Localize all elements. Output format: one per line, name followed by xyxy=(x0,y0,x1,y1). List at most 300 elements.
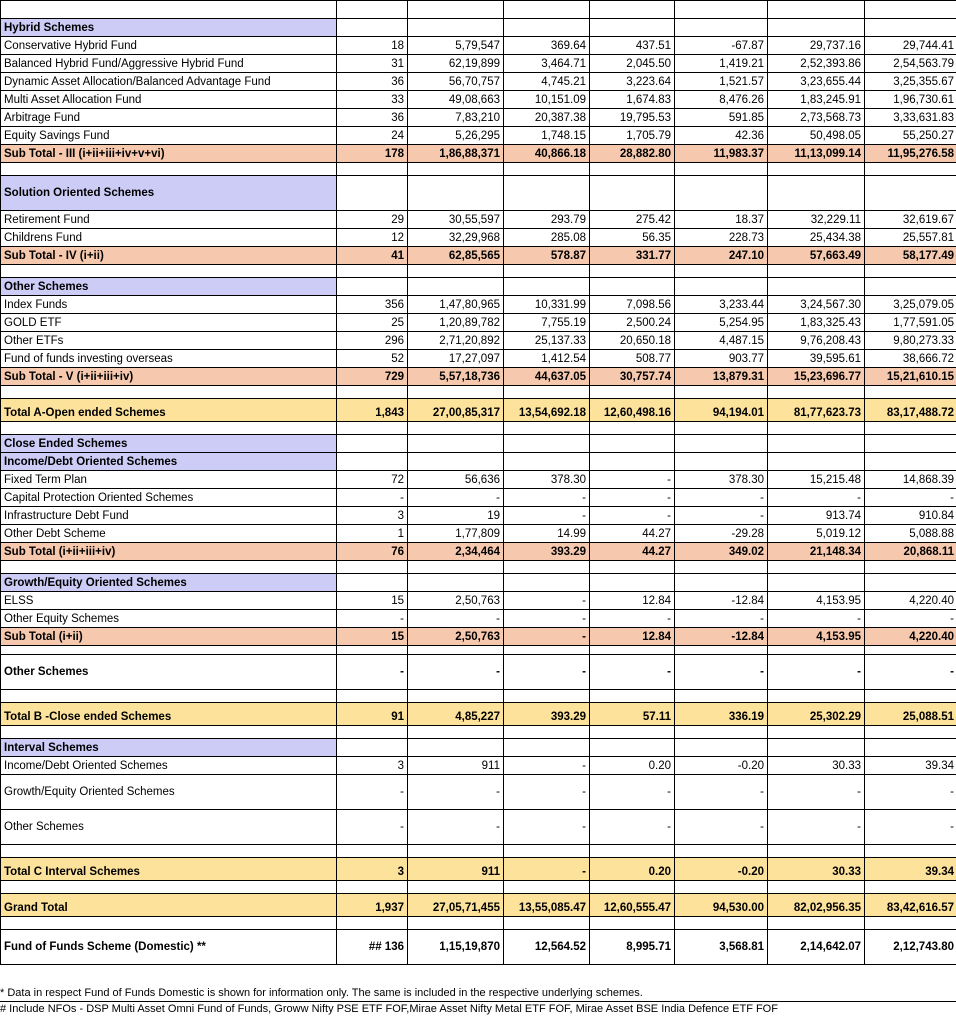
value-cell-col-2 xyxy=(408,646,504,655)
value-cell-col-5: 94,530.00 xyxy=(675,894,768,917)
row-label: Sub Total - V (i+ii+iii+iv) xyxy=(1,368,337,386)
value-cell-col-4: 275.42 xyxy=(590,211,675,229)
spacer-row xyxy=(1,845,956,858)
section-header-row xyxy=(1,739,956,757)
value-cell-col-4 xyxy=(590,726,675,739)
value-cell-col-3 xyxy=(504,1,590,19)
row-label: Other Schemes xyxy=(1,810,337,845)
value-cell-col-5 xyxy=(675,574,768,592)
footnote-nfo: # Include NFOs - DSP Multi Asset Omni Fund of Funds, Groww Nifty PSE ETF FOF,Mirae Asset Nifty Metal ETF FOF, Mirae Asset BSE India Defence ETF FOF xyxy=(0,1001,956,1016)
value-cell-col-2: 56,70,757 xyxy=(408,73,504,91)
value-cell-col-3: 285.08 xyxy=(504,229,590,247)
value-cell-col-7: 4,220.40 xyxy=(865,628,956,646)
row-label: Other Debt Scheme xyxy=(1,525,337,543)
value-cell-col-4: 508.77 xyxy=(590,350,675,368)
total-row xyxy=(1,399,956,422)
value-cell-col-2: 49,08,663 xyxy=(408,91,504,109)
value-cell-col-4: 3,223.64 xyxy=(590,73,675,91)
value-cell-col-6: 3,24,567.30 xyxy=(768,296,865,314)
value-cell-col-2: - xyxy=(408,610,504,628)
value-cell-col-5: - xyxy=(675,507,768,525)
table-row xyxy=(1,229,956,247)
value-cell-col-2: 17,27,097 xyxy=(408,350,504,368)
row-label: Index Funds xyxy=(1,296,337,314)
value-cell-col-5: 42.36 xyxy=(675,127,768,145)
table-row xyxy=(1,296,956,314)
spacer-row xyxy=(1,561,956,574)
value-cell-col-4: 56.35 xyxy=(590,229,675,247)
value-cell-col-1 xyxy=(337,690,408,703)
value-cell-col-2: 5,57,18,736 xyxy=(408,368,504,386)
value-cell-col-5: - xyxy=(675,775,768,810)
value-cell-col-5 xyxy=(675,845,768,858)
value-cell-col-1: - xyxy=(337,610,408,628)
value-cell-col-7 xyxy=(865,739,956,757)
value-cell-col-2: 56,636 xyxy=(408,471,504,489)
value-cell-col-2: 1,86,88,371 xyxy=(408,145,504,163)
value-cell-col-7: 3,25,079.05 xyxy=(865,296,956,314)
value-cell-col-5: -67.87 xyxy=(675,37,768,55)
value-cell-col-2 xyxy=(408,453,504,471)
value-cell-col-3 xyxy=(504,19,590,37)
value-cell-col-1 xyxy=(337,881,408,894)
value-cell-col-7: 11,95,276.58 xyxy=(865,145,956,163)
value-cell-col-5 xyxy=(675,881,768,894)
value-cell-col-4: - xyxy=(590,507,675,525)
row-label: Interval Schemes xyxy=(1,739,337,757)
value-cell-col-4: 2,045.50 xyxy=(590,55,675,73)
value-cell-col-1: 1,937 xyxy=(337,894,408,917)
table-row xyxy=(1,810,956,845)
value-cell-col-2 xyxy=(408,163,504,176)
value-cell-col-1: - xyxy=(337,810,408,845)
value-cell-col-7 xyxy=(865,19,956,37)
row-label: Conservative Hybrid Fund xyxy=(1,37,337,55)
footnote-fof: * Data in respect Fund of Funds Domestic is shown for information only. The same is included in the respective underlying schemes. xyxy=(0,987,643,999)
value-cell-col-7: 2,54,563.79 xyxy=(865,55,956,73)
value-cell-col-4: 30,757.74 xyxy=(590,368,675,386)
value-cell-col-5: -12.84 xyxy=(675,628,768,646)
value-cell-col-2 xyxy=(408,265,504,278)
total-row xyxy=(1,703,956,726)
value-cell-col-5: 3,233.44 xyxy=(675,296,768,314)
spacer-row xyxy=(1,386,956,399)
value-cell-col-7 xyxy=(865,646,956,655)
section-header-row xyxy=(1,176,956,211)
value-cell-col-1 xyxy=(337,561,408,574)
value-cell-col-5 xyxy=(675,917,768,930)
value-cell-col-3 xyxy=(504,690,590,703)
value-cell-col-6: 15,215.48 xyxy=(768,471,865,489)
value-cell-col-1 xyxy=(337,278,408,296)
section-header-row xyxy=(1,453,956,471)
spacer-row xyxy=(1,726,956,739)
subtotal-row xyxy=(1,628,956,646)
spacer-row xyxy=(1,265,956,278)
value-cell-col-7: - xyxy=(865,610,956,628)
value-cell-col-5: -12.84 xyxy=(675,592,768,610)
value-cell-col-3: 1,748.15 xyxy=(504,127,590,145)
value-cell-col-1 xyxy=(337,845,408,858)
value-cell-col-5 xyxy=(675,278,768,296)
value-cell-col-5: 336.19 xyxy=(675,703,768,726)
value-cell-col-4 xyxy=(590,265,675,278)
value-cell-col-7: 20,868.11 xyxy=(865,543,956,561)
value-cell-col-4: 44.27 xyxy=(590,543,675,561)
value-cell-col-3 xyxy=(504,917,590,930)
row-label: Total C Interval Schemes xyxy=(1,858,337,881)
value-cell-col-7: 39.34 xyxy=(865,757,956,775)
section-header-row xyxy=(1,574,956,592)
row-label: Other Schemes xyxy=(1,278,337,296)
value-cell-col-3: 40,866.18 xyxy=(504,145,590,163)
row-label xyxy=(1,422,337,435)
value-cell-col-2: 62,85,565 xyxy=(408,247,504,265)
value-cell-col-4 xyxy=(590,176,675,211)
row-label: GOLD ETF xyxy=(1,314,337,332)
value-cell-col-4: - xyxy=(590,489,675,507)
row-label: Income/Debt Oriented Schemes xyxy=(1,757,337,775)
row-label: Fixed Term Plan xyxy=(1,471,337,489)
value-cell-col-5 xyxy=(675,163,768,176)
value-cell-col-3 xyxy=(504,739,590,757)
value-cell-col-4: 1,674.83 xyxy=(590,91,675,109)
spacer-row xyxy=(1,917,956,930)
value-cell-col-6 xyxy=(768,278,865,296)
value-cell-col-2 xyxy=(408,726,504,739)
value-cell-col-6: - xyxy=(768,775,865,810)
value-cell-col-6: 913.74 xyxy=(768,507,865,525)
value-cell-col-7 xyxy=(865,561,956,574)
value-cell-col-5 xyxy=(675,726,768,739)
value-cell-col-5: 4,487.15 xyxy=(675,332,768,350)
value-cell-col-6: - xyxy=(768,610,865,628)
value-cell-col-6: 25,434.38 xyxy=(768,229,865,247)
value-cell-col-1: 33 xyxy=(337,91,408,109)
row-label: Close Ended Schemes xyxy=(1,435,337,453)
value-cell-col-5 xyxy=(675,453,768,471)
row-label: Other Schemes xyxy=(1,655,337,690)
row-label xyxy=(1,561,337,574)
value-cell-col-6: 39,595.61 xyxy=(768,350,865,368)
value-cell-col-7: 1,96,730.61 xyxy=(865,91,956,109)
value-cell-col-3 xyxy=(504,646,590,655)
value-cell-col-1 xyxy=(337,265,408,278)
value-cell-col-6 xyxy=(768,881,865,894)
value-cell-col-1 xyxy=(337,739,408,757)
value-cell-col-1: 24 xyxy=(337,127,408,145)
value-cell-col-7: - xyxy=(865,810,956,845)
value-cell-col-1: 12 xyxy=(337,229,408,247)
value-cell-col-5 xyxy=(675,19,768,37)
value-cell-col-4: - xyxy=(590,610,675,628)
value-cell-col-2: 5,79,547 xyxy=(408,37,504,55)
row-label: Balanced Hybrid Fund/Aggressive Hybrid Fund xyxy=(1,55,337,73)
value-cell-col-4 xyxy=(590,646,675,655)
value-cell-col-3 xyxy=(504,422,590,435)
value-cell-col-6: 3,23,655.44 xyxy=(768,73,865,91)
value-cell-col-2 xyxy=(408,574,504,592)
row-label xyxy=(1,881,337,894)
value-cell-col-4: 20,650.18 xyxy=(590,332,675,350)
table-row xyxy=(1,757,956,775)
value-cell-col-5: 8,476.26 xyxy=(675,91,768,109)
value-cell-col-7: 3,25,355.67 xyxy=(865,73,956,91)
value-cell-col-3: 3,464.71 xyxy=(504,55,590,73)
value-cell-col-1: 36 xyxy=(337,109,408,127)
value-cell-col-7 xyxy=(865,845,956,858)
value-cell-col-5: 18.37 xyxy=(675,211,768,229)
value-cell-col-1: 1 xyxy=(337,525,408,543)
value-cell-col-7 xyxy=(865,163,956,176)
value-cell-col-4: - xyxy=(590,775,675,810)
value-cell-col-1 xyxy=(337,646,408,655)
value-cell-col-4 xyxy=(590,561,675,574)
value-cell-col-6 xyxy=(768,435,865,453)
value-cell-col-5 xyxy=(675,435,768,453)
table-row xyxy=(1,592,956,610)
value-cell-col-5 xyxy=(675,690,768,703)
table-row xyxy=(1,37,956,55)
table-row xyxy=(1,211,956,229)
value-cell-col-5: 247.10 xyxy=(675,247,768,265)
value-cell-col-2 xyxy=(408,561,504,574)
row-label: Growth/Equity Oriented Schemes xyxy=(1,775,337,810)
section-header-row xyxy=(1,435,956,453)
table-row xyxy=(1,350,956,368)
row-label: Sub Total - III (i+ii+iii+iv+v+vi) xyxy=(1,145,337,163)
value-cell-col-2: 5,26,295 xyxy=(408,127,504,145)
value-cell-col-7: 83,42,616.57 xyxy=(865,894,956,917)
total-row xyxy=(1,894,956,917)
value-cell-col-4 xyxy=(590,917,675,930)
value-cell-col-6 xyxy=(768,739,865,757)
total-row xyxy=(1,858,956,881)
value-cell-col-1: 36 xyxy=(337,73,408,91)
value-cell-col-6: 2,73,568.73 xyxy=(768,109,865,127)
value-cell-col-7 xyxy=(865,1,956,19)
value-cell-col-2: 911 xyxy=(408,858,504,881)
value-cell-col-4: 19,795.53 xyxy=(590,109,675,127)
value-cell-col-4 xyxy=(590,739,675,757)
spacer-row xyxy=(1,1,956,19)
value-cell-col-4: 12,60,498.16 xyxy=(590,399,675,422)
value-cell-col-2 xyxy=(408,1,504,19)
value-cell-col-3: - xyxy=(504,489,590,507)
table-row xyxy=(1,73,956,91)
value-cell-col-4 xyxy=(590,435,675,453)
value-cell-col-2: 2,71,20,892 xyxy=(408,332,504,350)
value-cell-col-7: 39.34 xyxy=(865,858,956,881)
value-cell-col-6: - xyxy=(768,655,865,690)
table-row xyxy=(1,91,956,109)
value-cell-col-3: 4,745.21 xyxy=(504,73,590,91)
section-header-row xyxy=(1,19,956,37)
value-cell-col-6: 11,13,099.14 xyxy=(768,145,865,163)
value-cell-col-1: 3 xyxy=(337,858,408,881)
value-cell-col-6: 57,663.49 xyxy=(768,247,865,265)
row-label: Arbitrage Fund xyxy=(1,109,337,127)
value-cell-col-6 xyxy=(768,386,865,399)
value-cell-col-2 xyxy=(408,278,504,296)
value-cell-col-4 xyxy=(590,163,675,176)
value-cell-col-2: 27,05,71,455 xyxy=(408,894,504,917)
value-cell-col-6: 4,153.95 xyxy=(768,628,865,646)
value-cell-col-6 xyxy=(768,845,865,858)
value-cell-col-7: - xyxy=(865,775,956,810)
value-cell-col-7 xyxy=(865,176,956,211)
value-cell-col-6 xyxy=(768,176,865,211)
value-cell-col-6 xyxy=(768,1,865,19)
value-cell-col-6 xyxy=(768,690,865,703)
value-cell-col-1: 31 xyxy=(337,55,408,73)
value-cell-col-3: 369.64 xyxy=(504,37,590,55)
value-cell-col-1: 29 xyxy=(337,211,408,229)
value-cell-col-7 xyxy=(865,265,956,278)
value-cell-col-3 xyxy=(504,435,590,453)
value-cell-col-6: 21,148.34 xyxy=(768,543,865,561)
row-label xyxy=(1,690,337,703)
value-cell-col-3: 393.29 xyxy=(504,543,590,561)
spacer-row xyxy=(1,690,956,703)
value-cell-col-4: 0.20 xyxy=(590,757,675,775)
value-cell-col-4 xyxy=(590,845,675,858)
value-cell-col-4 xyxy=(590,453,675,471)
row-label: ELSS xyxy=(1,592,337,610)
value-cell-col-2 xyxy=(408,881,504,894)
value-cell-col-5: 228.73 xyxy=(675,229,768,247)
value-cell-col-3: 12,564.52 xyxy=(504,930,590,965)
value-cell-col-2 xyxy=(408,435,504,453)
value-cell-col-1: 76 xyxy=(337,543,408,561)
value-cell-col-7 xyxy=(865,386,956,399)
value-cell-col-2: 62,19,899 xyxy=(408,55,504,73)
value-cell-col-7 xyxy=(865,453,956,471)
spacer-row xyxy=(1,881,956,894)
value-cell-col-6: 30.33 xyxy=(768,858,865,881)
value-cell-col-1: 178 xyxy=(337,145,408,163)
value-cell-col-3: 578.87 xyxy=(504,247,590,265)
value-cell-col-7: 14,868.39 xyxy=(865,471,956,489)
value-cell-col-1: - xyxy=(337,775,408,810)
value-cell-col-7 xyxy=(865,278,956,296)
spacer-row xyxy=(1,163,956,176)
row-label: Childrens Fund xyxy=(1,229,337,247)
value-cell-col-6: 15,23,696.77 xyxy=(768,368,865,386)
value-cell-col-4 xyxy=(590,690,675,703)
table-row xyxy=(1,930,956,965)
value-cell-col-5: 378.30 xyxy=(675,471,768,489)
table-row xyxy=(1,55,956,73)
value-cell-col-6 xyxy=(768,574,865,592)
value-cell-col-2: 2,50,763 xyxy=(408,628,504,646)
row-label: Equity Savings Fund xyxy=(1,127,337,145)
value-cell-col-3 xyxy=(504,726,590,739)
table-row xyxy=(1,332,956,350)
table-row xyxy=(1,507,956,525)
row-label: Multi Asset Allocation Fund xyxy=(1,91,337,109)
value-cell-col-2 xyxy=(408,917,504,930)
value-cell-col-3: 13,55,085.47 xyxy=(504,894,590,917)
value-cell-col-4 xyxy=(590,422,675,435)
value-cell-col-3 xyxy=(504,845,590,858)
value-cell-col-7: - xyxy=(865,655,956,690)
table-row xyxy=(1,471,956,489)
value-cell-col-4: - xyxy=(590,655,675,690)
value-cell-col-6 xyxy=(768,19,865,37)
value-cell-col-1: - xyxy=(337,655,408,690)
value-cell-col-1 xyxy=(337,163,408,176)
table-row xyxy=(1,775,956,810)
row-label xyxy=(1,386,337,399)
value-cell-col-6: 2,14,642.07 xyxy=(768,930,865,965)
value-cell-col-1 xyxy=(337,574,408,592)
value-cell-col-1: 41 xyxy=(337,247,408,265)
row-label: Total B -Close ended Schemes xyxy=(1,703,337,726)
value-cell-col-6 xyxy=(768,163,865,176)
row-label xyxy=(1,1,337,19)
value-cell-col-6: - xyxy=(768,810,865,845)
value-cell-col-7 xyxy=(865,881,956,894)
value-cell-col-2: 27,00,85,317 xyxy=(408,399,504,422)
value-cell-col-5: 94,194.01 xyxy=(675,399,768,422)
value-cell-col-7: 5,088.88 xyxy=(865,525,956,543)
value-cell-col-1: - xyxy=(337,489,408,507)
value-cell-col-7 xyxy=(865,690,956,703)
table-row xyxy=(1,314,956,332)
value-cell-col-1 xyxy=(337,726,408,739)
value-cell-col-5 xyxy=(675,386,768,399)
row-label: Sub Total (i+ii+iii+iv) xyxy=(1,543,337,561)
row-label: Fund of funds investing overseas xyxy=(1,350,337,368)
row-label: Dynamic Asset Allocation/Balanced Advantage Fund xyxy=(1,73,337,91)
value-cell-col-1: 91 xyxy=(337,703,408,726)
value-cell-col-1: 25 xyxy=(337,314,408,332)
value-cell-col-2: 19 xyxy=(408,507,504,525)
value-cell-col-7: 910.84 xyxy=(865,507,956,525)
value-cell-col-5: 903.77 xyxy=(675,350,768,368)
value-cell-col-2: 2,34,464 xyxy=(408,543,504,561)
value-cell-col-2: 1,77,809 xyxy=(408,525,504,543)
value-cell-col-2 xyxy=(408,386,504,399)
subtotal-row xyxy=(1,247,956,265)
row-label: Other ETFs xyxy=(1,332,337,350)
value-cell-col-2: 1,20,89,782 xyxy=(408,314,504,332)
table-row xyxy=(1,109,956,127)
value-cell-col-7: 55,250.27 xyxy=(865,127,956,145)
table-row xyxy=(1,655,956,690)
value-cell-col-1: 296 xyxy=(337,332,408,350)
value-cell-col-3 xyxy=(504,278,590,296)
value-cell-col-3: 10,151.09 xyxy=(504,91,590,109)
row-label xyxy=(1,845,337,858)
value-cell-col-3: - xyxy=(504,610,590,628)
value-cell-col-6: 9,76,208.43 xyxy=(768,332,865,350)
subtotal-row xyxy=(1,543,956,561)
value-cell-col-6 xyxy=(768,422,865,435)
value-cell-col-2 xyxy=(408,845,504,858)
value-cell-col-7: - xyxy=(865,489,956,507)
value-cell-col-2: 911 xyxy=(408,757,504,775)
value-cell-col-7: 1,77,591.05 xyxy=(865,314,956,332)
value-cell-col-7: 38,666.72 xyxy=(865,350,956,368)
value-cell-col-7: 25,557.81 xyxy=(865,229,956,247)
value-cell-col-2: 2,50,763 xyxy=(408,592,504,610)
value-cell-col-1 xyxy=(337,453,408,471)
value-cell-col-5 xyxy=(675,176,768,211)
value-cell-col-4: 437.51 xyxy=(590,37,675,55)
value-cell-col-5: -0.20 xyxy=(675,757,768,775)
